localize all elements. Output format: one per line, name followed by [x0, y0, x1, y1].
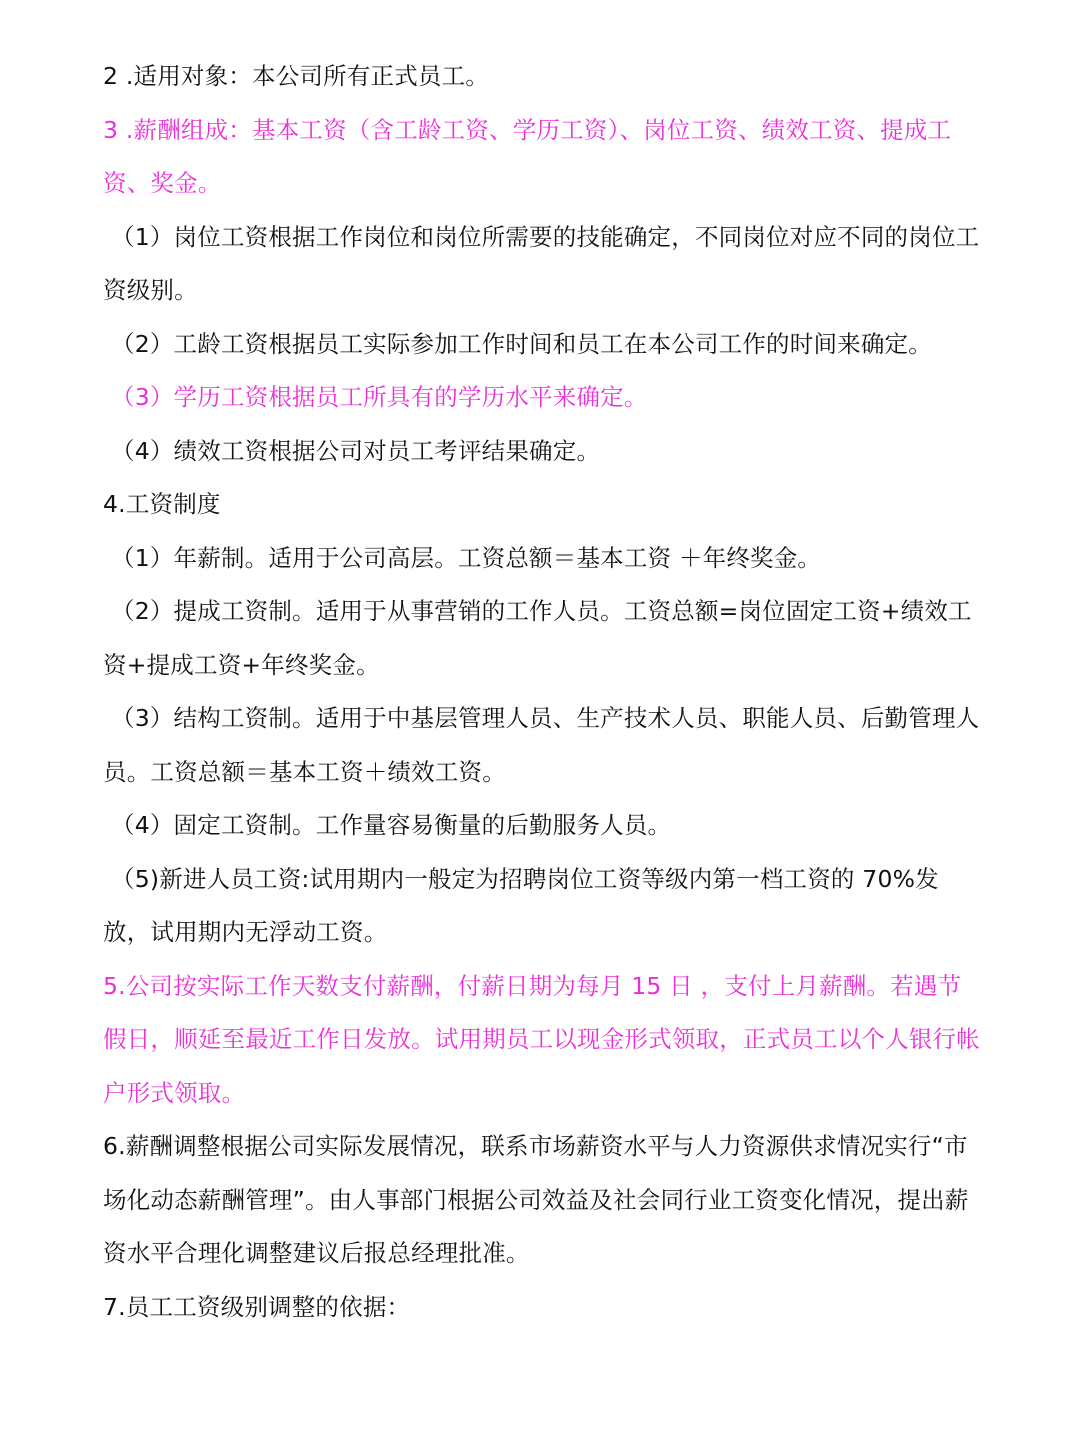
heading-wage-system: 4.工资制度: [103, 490, 221, 518]
paragraph-seniority-wage: （2）工龄工资根据员工实际参加工作时间和员工在本公司工作的时间来确定。: [111, 329, 932, 358]
paragraph-applicable-scope: 2 .适用对象：本公司所有正式员工。: [103, 62, 489, 90]
paragraph-payment-schedule: 5.公司按实际工作天数支付薪酬，付薪日期为每月 15 日 ，支付上月薪酬。若遇节假日，顺延至最近工作日发放。试用期员工以现金形式领取，正式员工以个人银行帐户形式领取。: [103, 971, 980, 1107]
paragraph-position-wage: （1）岗位工资根据工作岗位和岗位所需要的技能确定，不同岗位对应不同的岗位工资级别。: [103, 222, 980, 304]
paragraph-structural-wage: （3）结构工资制。适用于中基层管理人员、生产技术人员、职能人员、后勤管理人员。工资总额＝基本工资＋绩效工资。: [103, 704, 980, 786]
paragraph-new-hire-wage: （5)新进人员工资:试用期内一般定为招聘岗位工资等级内第一档工资的 70%发放，试用期内无浮动工资。: [103, 864, 939, 946]
paragraph-fixed-wage: （4）固定工资制。工作量容易衡量的后勤服务人员。: [111, 811, 672, 839]
paragraph-performance-wage: （4）绩效工资根据公司对员工考评结果确定。: [111, 436, 601, 465]
paragraph-salary-adjustment: 6.薪酬调整根据公司实际发展情况，联系市场薪资水平与人力资源供求情况实行“市场化动态薪酬管理”。由人事部门根据公司效益及社会同行业工资变化情况，提出薪资水平合理化调整建议后报总经理批准。: [103, 1132, 969, 1267]
document-body: [103, 50, 983, 1334]
paragraph-annual-salary: （1）年薪制。适用于公司高层。工资总额＝基本工资 ＋年终奖金。: [111, 543, 822, 572]
paragraph-salary-composition: 3 .薪酬组成：基本工资（含工龄工资、学历工资）、岗位工资、绩效工资、提成工资、奖金。: [103, 115, 952, 197]
paragraph-grade-adjustment-basis: 7.员工工资级别调整的依据：: [103, 1292, 411, 1321]
paragraph-commission-wage: （2）提成工资制。适用于从事营销的工作人员。工资总额=岗位固定工资+绩效工资+提成工资+年终奖金。: [103, 597, 972, 679]
paragraph-education-wage: （3）学历工资根据员工所具有的学历水平来确定。: [111, 383, 648, 411]
